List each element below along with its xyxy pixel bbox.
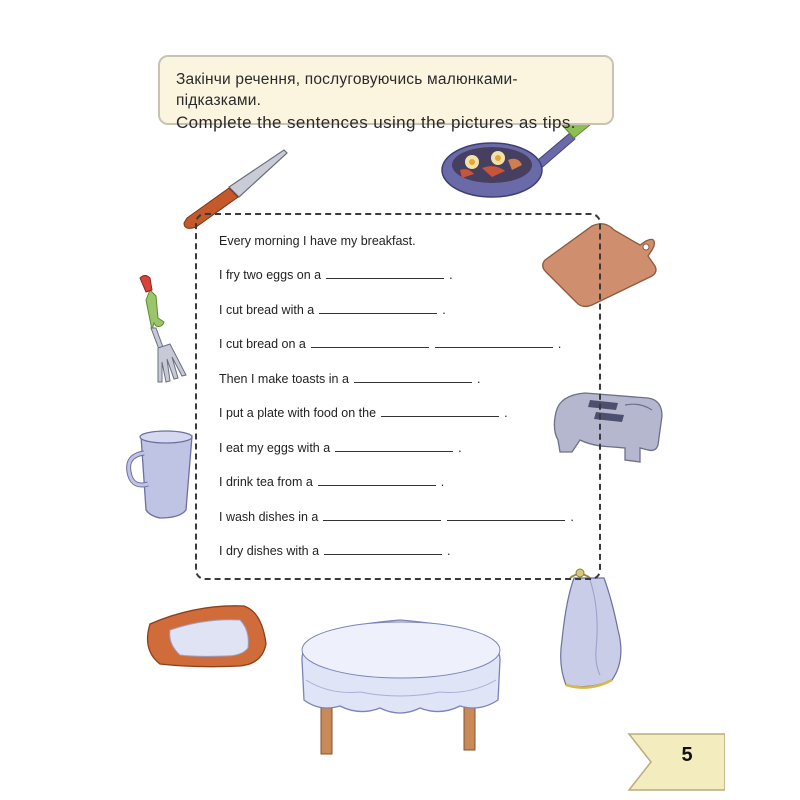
answer-blank[interactable]	[319, 313, 437, 314]
table-icon	[302, 620, 500, 754]
sentence-text: I drink tea from a	[219, 475, 313, 489]
answer-blank[interactable]	[318, 485, 436, 486]
answer-blank[interactable]	[324, 554, 442, 555]
sentence-text: I put a plate with food on the	[219, 406, 377, 420]
answer-blank[interactable]	[381, 416, 499, 417]
sentence-text: I cut bread with a	[219, 303, 315, 317]
sentence-period: .	[447, 544, 451, 558]
sentence-2	[219, 268, 453, 282]
sentence-period: .	[570, 510, 574, 524]
answer-blank[interactable]	[354, 382, 472, 383]
sentence-period: .	[440, 475, 445, 489]
answer-blank[interactable]	[435, 347, 553, 348]
sentence-6	[219, 406, 508, 420]
instruction-ukrainian: Закінчи речення, послуговуючись малюнками-підказками.	[176, 71, 518, 109]
sentence-period: .	[504, 406, 508, 420]
sentence-1	[219, 234, 416, 248]
sentence-text: I eat my eggs with a	[219, 441, 331, 455]
instructions-box	[158, 55, 614, 132]
sentence-period: .	[442, 303, 446, 317]
cup-icon	[129, 431, 192, 518]
sentences-box	[195, 213, 601, 580]
sentence-4	[219, 337, 561, 351]
sentence-period: .	[476, 372, 481, 386]
instruction-english: Complete the sentences using the pictures as tips.	[176, 113, 576, 132]
sentence-5	[219, 372, 480, 386]
sentence-text: I dry dishes with a	[219, 544, 320, 558]
page-number: 5	[681, 744, 693, 766]
sentence-3	[219, 303, 446, 317]
sentence-9	[219, 510, 574, 524]
sentence-text: I wash dishes in a	[219, 510, 319, 524]
towel-icon	[561, 569, 621, 688]
sentence-text: Then I make toasts in a	[219, 372, 349, 386]
answer-blank[interactable]	[335, 451, 453, 452]
sentence-period: .	[458, 441, 462, 455]
sentence-7	[219, 441, 462, 455]
sentence-period: .	[449, 268, 453, 282]
sentence-period: .	[557, 337, 562, 351]
answer-blank[interactable]	[323, 520, 441, 521]
plate-icon	[148, 606, 266, 667]
answer-blank[interactable]	[447, 520, 565, 521]
sentence-8	[219, 475, 444, 489]
fork-icon	[140, 276, 186, 383]
sentence-text: I cut bread on a	[219, 337, 306, 351]
sentence-10	[219, 544, 451, 558]
answer-blank[interactable]	[311, 347, 429, 348]
answer-blank[interactable]	[326, 278, 444, 279]
sentence-text: Every morning I have my breakfast.	[219, 234, 416, 248]
sentence-text: I fry two eggs on a	[219, 268, 322, 282]
